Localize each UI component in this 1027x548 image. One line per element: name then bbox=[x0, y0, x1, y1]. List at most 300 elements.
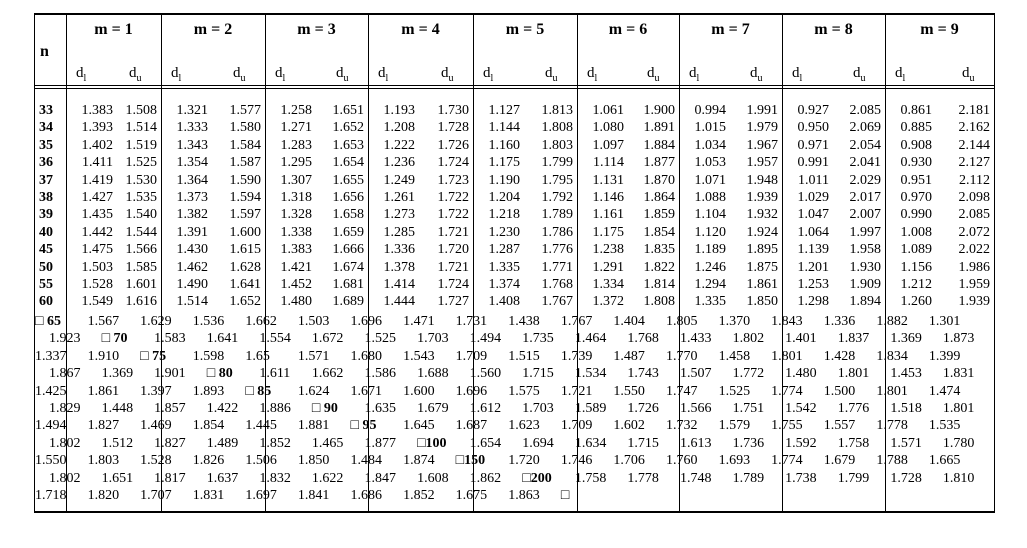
du-cell: 1.792 bbox=[541, 190, 573, 205]
value-cell: 1.611 bbox=[259, 366, 291, 382]
value-cell: 1.703 bbox=[522, 401, 554, 416]
value-cell: 1.801 bbox=[876, 383, 908, 399]
dl-header bbox=[689, 65, 699, 87]
dl-header-subscript: l bbox=[696, 73, 700, 84]
dl-cell: 1.131 bbox=[592, 172, 624, 188]
dl-cell: 1.175 bbox=[488, 155, 520, 171]
du-cell: 2.022 bbox=[958, 242, 990, 258]
dl-cell: 1.029 bbox=[797, 190, 829, 205]
value-cell: 1.758 bbox=[837, 435, 870, 451]
row-n-label: 55 bbox=[39, 277, 53, 292]
row-n-label: □ 85 bbox=[245, 383, 272, 399]
value-cell: 1.758 bbox=[574, 470, 607, 486]
dl-cell: 1.089 bbox=[900, 242, 932, 258]
value-cell: 1.751 bbox=[732, 401, 765, 416]
du-cell: 1.959 bbox=[958, 277, 990, 292]
value-cell: 1.586 bbox=[364, 366, 396, 382]
value-cell: 1.458 bbox=[718, 348, 751, 364]
dl-header-letter: d bbox=[275, 65, 283, 81]
value-cell: 1.480 bbox=[785, 366, 817, 382]
value-cell: 1.623 bbox=[508, 418, 540, 434]
value-cell: 1.755 bbox=[771, 418, 803, 434]
du-cell: 2.085 bbox=[849, 103, 881, 118]
value-cell: 1.847 bbox=[364, 470, 396, 486]
value-cell: 1.715 bbox=[627, 435, 659, 451]
n-column-header: n bbox=[40, 43, 49, 60]
du-cell: 1.967 bbox=[746, 137, 778, 153]
value-cell: 1.694 bbox=[522, 435, 554, 451]
value-cell: 1.301 bbox=[928, 314, 961, 329]
value-cell: 1.571 bbox=[890, 435, 922, 451]
value-cell: 1.671 bbox=[350, 383, 382, 399]
dl-cell: 1.528 bbox=[81, 277, 113, 292]
dl-cell: 0.971 bbox=[797, 137, 829, 153]
value-cell: 1.651 bbox=[101, 470, 134, 486]
du-cell: 1.535 bbox=[125, 190, 157, 205]
value-cell: 1.336 bbox=[823, 314, 856, 329]
value-cell: 1.776 bbox=[837, 401, 870, 416]
du-cell: 1.652 bbox=[229, 294, 261, 310]
dl-cell: 1.378 bbox=[383, 259, 415, 275]
dl-header-subscript: l bbox=[490, 73, 494, 84]
du-cell: 2.181 bbox=[958, 103, 990, 118]
value-cell: 1.788 bbox=[876, 453, 908, 469]
value-cell: 1.780 bbox=[942, 435, 975, 451]
du-header bbox=[853, 65, 866, 87]
dl-header bbox=[483, 65, 493, 87]
value-cell: 1.543 bbox=[403, 348, 435, 364]
dl-cell: 1.291 bbox=[592, 259, 624, 275]
value-cell: 1.503 bbox=[297, 314, 330, 329]
du-cell: 1.900 bbox=[643, 103, 675, 118]
du-cell: 1.724 bbox=[437, 155, 469, 171]
value-cell: 1.778 bbox=[627, 470, 659, 486]
dl-cell: 1.080 bbox=[592, 120, 624, 136]
value-cell: 1.760 bbox=[665, 453, 698, 469]
dl-cell: 1.088 bbox=[694, 190, 726, 205]
dl-cell: 1.328 bbox=[280, 207, 312, 223]
du-header-subscript: u bbox=[757, 73, 763, 84]
value-cell: 1.802 bbox=[732, 331, 765, 347]
du-cell: 1.768 bbox=[541, 277, 573, 292]
du-cell: 1.530 bbox=[125, 172, 157, 188]
du-cell: 1.655 bbox=[332, 172, 364, 188]
dl-cell: 1.372 bbox=[592, 294, 624, 310]
du-cell: 1.616 bbox=[125, 294, 157, 310]
dl-cell: 1.193 bbox=[383, 103, 415, 118]
du-cell: 1.776 bbox=[541, 242, 573, 258]
du-cell: 1.666 bbox=[332, 242, 364, 258]
value-cell: 1.675 bbox=[455, 488, 488, 503]
value-cell: 1.608 bbox=[417, 470, 449, 486]
value-cell: 1.841 bbox=[297, 488, 330, 503]
dl-header bbox=[275, 65, 285, 87]
du-cell: 1.767 bbox=[541, 294, 573, 310]
dl-cell: 0.950 bbox=[797, 120, 829, 136]
dl-cell: 1.271 bbox=[280, 120, 312, 136]
du-cell: 1.722 bbox=[437, 207, 469, 223]
du-header bbox=[441, 65, 454, 87]
value-cell: 1.850 bbox=[297, 453, 330, 469]
du-header-letter: d bbox=[233, 65, 241, 81]
value-cell: 1.453 bbox=[890, 366, 922, 382]
dl-cell: 1.246 bbox=[694, 259, 726, 275]
dl-cell: 1.097 bbox=[592, 137, 624, 153]
du-header-subscript: u bbox=[552, 73, 558, 84]
value-cell: 1.637 bbox=[206, 470, 239, 486]
dl-cell: 1.218 bbox=[488, 207, 520, 223]
du-cell: 1.577 bbox=[229, 103, 261, 118]
du-cell: 1.600 bbox=[229, 224, 261, 240]
value-cell: 1.843 bbox=[771, 314, 803, 329]
du-cell: 1.986 bbox=[958, 259, 990, 275]
dl-cell: 1.208 bbox=[383, 120, 415, 136]
dl-cell: 1.421 bbox=[280, 259, 312, 275]
value-cell: 1.654 bbox=[469, 435, 502, 451]
value-cell: 1.801 bbox=[771, 348, 803, 364]
du-header-letter: d bbox=[647, 65, 655, 81]
dl-cell: 1.354 bbox=[176, 155, 208, 171]
du-cell: 2.144 bbox=[958, 137, 990, 153]
value-cell: 1.857 bbox=[154, 401, 186, 416]
value-cell: 1.746 bbox=[560, 453, 593, 469]
value-cell: 1.404 bbox=[613, 314, 645, 329]
du-header bbox=[129, 65, 142, 87]
value-cell: 1.726 bbox=[627, 401, 659, 416]
value-cell: 1.799 bbox=[837, 470, 870, 486]
value-cell: 1.370 bbox=[718, 314, 751, 329]
du-cell: 1.939 bbox=[958, 294, 990, 310]
dl-cell: 1.402 bbox=[81, 137, 113, 153]
value-cell: 1.743 bbox=[627, 366, 659, 382]
dl-cell: 1.230 bbox=[488, 224, 520, 240]
dl-cell: 1.201 bbox=[797, 259, 829, 275]
value-cell: 1.831 bbox=[942, 366, 975, 382]
value-cell: 1.422 bbox=[206, 401, 239, 416]
dl-cell: 1.475 bbox=[81, 242, 113, 258]
du-cell: 1.771 bbox=[541, 259, 573, 275]
du-cell: 1.651 bbox=[332, 103, 364, 118]
du-cell: 1.958 bbox=[849, 242, 881, 258]
dl-header-subscript: l bbox=[178, 73, 182, 84]
dl-cell: 1.373 bbox=[176, 190, 208, 205]
du-cell: 1.653 bbox=[332, 137, 364, 153]
value-cell: 1.465 bbox=[311, 435, 344, 451]
du-cell: 1.864 bbox=[643, 190, 675, 205]
value-cell: 1.487 bbox=[613, 348, 645, 364]
value-cell: 1.817 bbox=[154, 470, 186, 486]
value-cell: 1.575 bbox=[508, 383, 540, 399]
value-cell: 1.901 bbox=[154, 366, 186, 382]
value-cell: 1.662 bbox=[245, 314, 277, 329]
dl-cell: 1.336 bbox=[383, 242, 415, 258]
value-cell: 1.768 bbox=[627, 331, 659, 347]
value-cell: 1.622 bbox=[311, 470, 344, 486]
du-cell: 2.017 bbox=[849, 190, 881, 205]
dl-header bbox=[378, 65, 388, 87]
value-cell: 1.863 bbox=[508, 488, 540, 503]
du-cell: 1.979 bbox=[746, 120, 778, 136]
du-cell: 1.587 bbox=[229, 155, 261, 171]
dl-header bbox=[587, 65, 597, 87]
du-cell: 1.861 bbox=[746, 277, 778, 292]
value-cell: 1.438 bbox=[508, 314, 540, 329]
du-cell: 1.884 bbox=[643, 137, 675, 153]
value-cell: 1.803 bbox=[87, 453, 120, 469]
m-header: m = 6 bbox=[608, 21, 648, 38]
m-header: m = 4 bbox=[401, 21, 440, 38]
dl-cell: 1.212 bbox=[900, 277, 932, 292]
value-cell: 1.641 bbox=[206, 331, 239, 347]
du-header bbox=[336, 65, 349, 87]
dl-cell: 1.238 bbox=[592, 242, 624, 258]
dl-cell: 1.222 bbox=[383, 137, 415, 153]
value-cell: 1.401 bbox=[785, 331, 817, 347]
value-cell: 1.854 bbox=[192, 418, 225, 434]
value-cell: 1.877 bbox=[364, 435, 396, 451]
dl-cell: 1.144 bbox=[488, 120, 520, 136]
column-rule bbox=[994, 13, 995, 513]
value-cell: 1.525 bbox=[364, 331, 396, 347]
dl-cell: 1.285 bbox=[383, 224, 415, 240]
du-cell: 1.795 bbox=[541, 172, 573, 188]
du-cell: 2.127 bbox=[958, 155, 990, 171]
du-cell: 1.822 bbox=[643, 259, 675, 275]
dl-cell: 1.414 bbox=[383, 277, 415, 292]
value-cell: 1.721 bbox=[560, 383, 593, 399]
m-header: m = 9 bbox=[920, 21, 959, 38]
du-header bbox=[962, 65, 975, 87]
du-header-letter: d bbox=[962, 65, 970, 81]
du-cell: 1.728 bbox=[437, 120, 469, 136]
du-cell: 1.932 bbox=[746, 207, 778, 223]
du-header-subscript: u bbox=[969, 73, 975, 84]
du-cell: 1.850 bbox=[746, 294, 778, 310]
dl-header-subscript: l bbox=[902, 73, 906, 84]
du-cell: 1.594 bbox=[229, 190, 261, 205]
du-cell: 1.674 bbox=[332, 259, 364, 275]
du-cell: 1.721 bbox=[437, 259, 469, 275]
value-cell: 1.397 bbox=[140, 383, 172, 399]
value-cell: 1.337 bbox=[35, 348, 67, 364]
value-cell: 1.709 bbox=[560, 418, 593, 434]
dl-cell: 1.161 bbox=[592, 207, 624, 223]
value-cell: 1.923 bbox=[49, 331, 81, 347]
value-cell: 1.829 bbox=[49, 401, 81, 416]
du-cell: 1.799 bbox=[541, 155, 573, 171]
value-cell: 1.728 bbox=[890, 470, 922, 486]
dl-cell: 1.490 bbox=[176, 277, 208, 292]
value-cell: 1.736 bbox=[732, 435, 765, 451]
value-cell: 1.506 bbox=[245, 453, 277, 469]
dl-header bbox=[792, 65, 802, 87]
value-cell: 1.507 bbox=[679, 366, 712, 382]
dl-cell: 1.514 bbox=[176, 294, 208, 310]
dl-cell: 1.127 bbox=[488, 103, 520, 118]
dl-cell: 0.951 bbox=[900, 172, 932, 188]
dl-cell: 1.295 bbox=[280, 155, 312, 171]
value-cell: 1.542 bbox=[785, 401, 817, 416]
value-cell: 1.612 bbox=[469, 401, 502, 416]
value-cell: 1.602 bbox=[613, 418, 645, 434]
horizontal-rule bbox=[34, 13, 994, 15]
column-rule bbox=[782, 13, 783, 513]
value-cell: 1.873 bbox=[942, 331, 975, 347]
value-cell: 1.629 bbox=[140, 314, 172, 329]
value-cell: 1.534 bbox=[574, 366, 607, 382]
dl-cell: 1.249 bbox=[383, 172, 415, 188]
du-cell: 1.689 bbox=[332, 294, 364, 310]
value-cell: 1.703 bbox=[417, 331, 449, 347]
dl-cell: 1.335 bbox=[694, 294, 726, 310]
du-cell: 1.924 bbox=[746, 224, 778, 240]
du-header-subscript: u bbox=[343, 73, 349, 84]
dl-cell: 1.452 bbox=[280, 277, 312, 292]
dl-cell: 0.885 bbox=[900, 120, 932, 136]
du-cell: 1.808 bbox=[643, 294, 675, 310]
dl-cell: 1.061 bbox=[592, 103, 624, 118]
dl-cell: 0.970 bbox=[900, 190, 932, 205]
dl-header bbox=[76, 65, 86, 87]
value-cell: 1.767 bbox=[560, 314, 593, 329]
dl-header-subscript: l bbox=[385, 73, 389, 84]
value-cell: 1.525 bbox=[718, 383, 751, 399]
row-n-label: □ 75 bbox=[140, 348, 167, 364]
dl-cell: 1.236 bbox=[383, 155, 415, 171]
value-cell: 1.550 bbox=[613, 383, 645, 399]
dl-cell: 1.462 bbox=[176, 259, 208, 275]
value-cell: 1.635 bbox=[364, 401, 396, 416]
horizontal-rule bbox=[34, 511, 994, 513]
du-cell: 1.727 bbox=[437, 294, 469, 310]
value-cell: 1.445 bbox=[245, 418, 277, 434]
column-rule bbox=[34, 13, 35, 513]
value-cell: 1.554 bbox=[259, 331, 291, 347]
value-cell: 1.579 bbox=[718, 418, 751, 434]
value-cell: 1.399 bbox=[928, 348, 961, 364]
value-cell: 1.852 bbox=[403, 488, 435, 503]
du-header bbox=[647, 65, 660, 87]
du-cell: 1.813 bbox=[541, 103, 573, 118]
value-cell: 1.680 bbox=[350, 348, 382, 364]
dl-cell: 1.335 bbox=[488, 259, 520, 275]
dl-cell: 1.338 bbox=[280, 224, 312, 240]
dl-cell: 1.011 bbox=[798, 172, 829, 188]
durbin-watson-table bbox=[34, 13, 994, 513]
value-cell: 1.560 bbox=[469, 366, 502, 382]
value-cell: 1.489 bbox=[206, 435, 239, 451]
value-cell: 1.474 bbox=[928, 383, 961, 399]
value-cell: 1.747 bbox=[665, 383, 698, 399]
du-header bbox=[750, 65, 763, 87]
dl-cell: 1.408 bbox=[488, 294, 520, 310]
value-cell: 1.557 bbox=[823, 418, 856, 434]
du-header-letter: d bbox=[129, 65, 137, 81]
value-cell: 1.566 bbox=[679, 401, 712, 416]
du-cell: 2.054 bbox=[849, 137, 881, 153]
value-cell: 1.550 bbox=[35, 453, 67, 469]
dl-header-letter: d bbox=[792, 65, 800, 81]
value-cell: 1.679 bbox=[417, 401, 449, 416]
value-cell: 1.801 bbox=[942, 401, 975, 416]
value-cell: 1.831 bbox=[192, 488, 225, 503]
row-n-label: 34 bbox=[39, 120, 53, 136]
value-cell: 1.778 bbox=[876, 418, 908, 434]
dl-cell: 1.343 bbox=[176, 137, 208, 153]
value-cell: 1.802 bbox=[49, 435, 81, 451]
dl-cell: 1.374 bbox=[488, 277, 520, 292]
value-cell: 1.448 bbox=[101, 401, 134, 416]
du-cell: 1.590 bbox=[229, 172, 261, 188]
du-header-subscript: u bbox=[448, 73, 454, 84]
du-cell: 1.723 bbox=[437, 172, 469, 188]
du-cell: 1.835 bbox=[643, 242, 675, 258]
du-cell: 1.658 bbox=[332, 207, 364, 223]
row-n-label: □200 bbox=[522, 470, 552, 486]
dl-cell: 1.253 bbox=[797, 277, 829, 292]
value-cell: 1.471 bbox=[403, 314, 435, 329]
value-cell: 1.802 bbox=[49, 470, 81, 486]
row-n-label: 35 bbox=[39, 137, 53, 153]
value-cell: 1.425 bbox=[35, 383, 67, 399]
dl-cell: 1.139 bbox=[797, 242, 829, 258]
dl-cell: 1.071 bbox=[694, 172, 726, 188]
value-cell: 1.686 bbox=[350, 488, 382, 503]
du-header bbox=[545, 65, 558, 87]
value-cell: 1.464 bbox=[574, 331, 607, 347]
du-cell: 1.909 bbox=[849, 277, 881, 292]
value-cell: 1.535 bbox=[928, 418, 961, 434]
dl-cell: 1.189 bbox=[694, 242, 726, 258]
du-cell: 1.525 bbox=[125, 155, 157, 171]
value-cell: 1.428 bbox=[823, 348, 856, 364]
value-cell: 1.484 bbox=[350, 453, 382, 469]
value-cell: 1.772 bbox=[732, 366, 765, 382]
row-n-label: □ 70 bbox=[101, 331, 128, 347]
dl-cell: 1.419 bbox=[81, 172, 113, 188]
du-cell: 1.566 bbox=[125, 242, 157, 258]
value-cell: 1.770 bbox=[665, 348, 698, 364]
value-cell: 1.589 bbox=[574, 401, 607, 416]
value-cell: 1.600 bbox=[403, 383, 435, 399]
dl-cell: 1.047 bbox=[797, 207, 829, 223]
value-cell: 1.881 bbox=[297, 418, 330, 434]
value-cell: 1.862 bbox=[469, 470, 502, 486]
value-cell: 1.500 bbox=[823, 383, 856, 399]
du-cell: 1.948 bbox=[746, 172, 778, 188]
value-cell: 1.707 bbox=[140, 488, 172, 503]
value-cell: 1.494 bbox=[469, 331, 502, 347]
dl-cell: 1.294 bbox=[694, 277, 726, 292]
du-header-letter: d bbox=[750, 65, 758, 81]
du-cell: 2.007 bbox=[849, 207, 881, 223]
dl-cell: 1.261 bbox=[383, 190, 415, 205]
value-cell: 1.583 bbox=[154, 331, 186, 347]
dl-cell: 1.333 bbox=[176, 120, 208, 136]
dl-cell: 1.190 bbox=[488, 172, 520, 188]
m-header: m = 7 bbox=[711, 21, 750, 38]
value-cell: 1.882 bbox=[876, 314, 908, 329]
du-cell: 1.654 bbox=[332, 155, 364, 171]
du-cell: 1.628 bbox=[229, 259, 261, 275]
value-cell: 1.697 bbox=[245, 488, 277, 503]
value-cell: 1.715 bbox=[522, 366, 554, 382]
du-cell: 1.724 bbox=[437, 277, 469, 292]
du-cell: 1.720 bbox=[437, 242, 469, 258]
dl-cell: 1.442 bbox=[81, 224, 113, 240]
dl-cell: 1.287 bbox=[488, 242, 520, 258]
value-cell: 1.567 bbox=[87, 314, 120, 329]
